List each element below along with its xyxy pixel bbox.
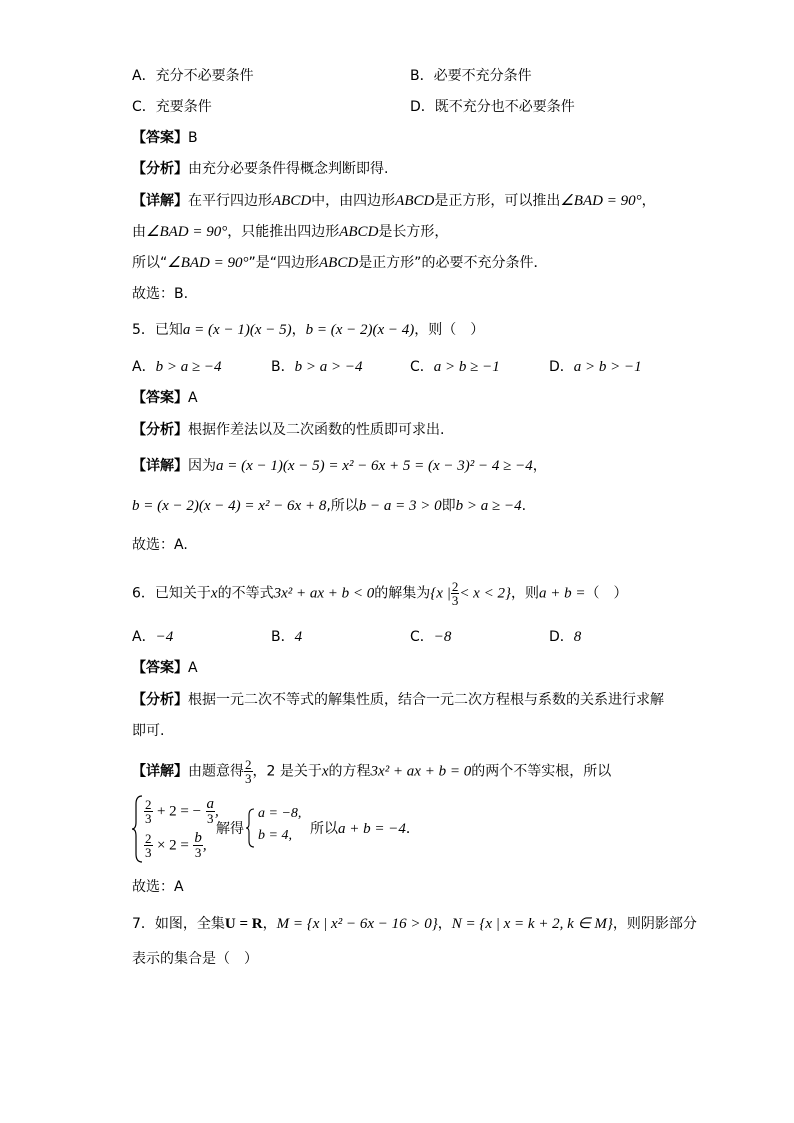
math: b = (x − 2)(x − 4) = x² − 6x + 8 [132, 498, 327, 514]
math: 3x² + ax + b = 0 [370, 763, 472, 780]
left-brace-icon [246, 808, 256, 848]
label: A． [132, 359, 156, 375]
math: ABCD [339, 224, 379, 240]
q5-detail-line-2 [132, 496, 526, 516]
math: ∠BAD = 90° [146, 224, 228, 240]
q4-detail-line-3 [132, 253, 547, 273]
answer-value: B [188, 130, 198, 146]
math: −4 [155, 629, 174, 645]
text: ， [291, 322, 306, 338]
q4-option-d: D．既不充分也不必要条件 [410, 99, 575, 115]
text: 的不等式 [217, 585, 274, 602]
q6-choose: 故选：A [132, 879, 184, 895]
text: 中，由四边形 [311, 193, 396, 209]
math: b > a ≥ −4 [155, 359, 222, 375]
q4-choose: 故选：B. [132, 286, 189, 302]
q5-option-c [410, 357, 500, 377]
math: a = (x − 1)(x − 5) = x² − 6x + 5 = (x − 3)² − 4 ≥ −4 [216, 458, 533, 474]
text: ． [405, 821, 420, 837]
text: ， [437, 916, 452, 932]
math: ∠BAD = 90° [167, 255, 249, 271]
analysis-text: 由充分必要条件得概念判断即得. [188, 161, 389, 177]
math: M = {x | x² − 6x − 16 > 0} [276, 916, 438, 932]
q5-option-a [132, 357, 222, 377]
q5-choose: 故选：A. [132, 537, 188, 553]
text: 因为 [188, 458, 216, 474]
q4-option-b: B．必要不充分条件 [410, 68, 532, 84]
q7-stem-line-1 [132, 914, 697, 934]
answer-tag: 【答案】 [132, 130, 188, 146]
text: ， [641, 193, 656, 209]
q6-option-b [271, 627, 302, 647]
text: 是正方形，可以推出 [434, 193, 561, 209]
fraction [244, 758, 253, 785]
frac-den: 3 [451, 593, 459, 608]
text: 5．已知 [132, 322, 183, 338]
analysis-tag: 【分析】 [132, 692, 188, 708]
text: ， [532, 458, 547, 474]
answer-value: A [188, 660, 198, 676]
label: C． [410, 629, 434, 645]
analysis-tag: 【分析】 [132, 422, 188, 438]
frac-num: 2 [145, 797, 152, 812]
q6-answer-line [132, 658, 198, 678]
math: a + b = −4 [338, 821, 406, 837]
q5-answer-line [132, 388, 198, 408]
frac-den: 3 [207, 811, 214, 826]
math: a > b > −1 [573, 359, 642, 375]
q4-option-c: C．充要条件 [132, 99, 212, 115]
q4-option-a: A．充分不必要条件 [132, 68, 254, 84]
label: D． [549, 629, 574, 645]
text: 在平行四边形 [188, 193, 272, 209]
math: × 2 = [156, 837, 189, 854]
text: 的两个不等实根，所以 [471, 763, 612, 780]
math: ∠BAD = 90° [560, 193, 642, 209]
text: 是正方形”的必要不充分条件． [358, 255, 548, 271]
q7-stem-line-2: 表示的集合是（ ） [132, 951, 258, 967]
q4-detail-line-2 [132, 222, 448, 242]
label: B． [271, 359, 295, 375]
math: U = R [224, 916, 263, 932]
detail-tag: 【详解】 [132, 458, 188, 474]
system-conclusion [310, 818, 420, 838]
label: C． [410, 359, 434, 375]
frac-den: 3 [145, 811, 152, 826]
text: ,所以 [326, 498, 359, 514]
math: 4 [294, 629, 303, 645]
q6-detail-line-1 [132, 758, 611, 785]
system-row-2: $\frac{2}{3}$ × 2 = $\frac{b}{3}$ , [145, 830, 207, 860]
text: ， [262, 916, 277, 932]
q4-answer-line [132, 128, 198, 148]
text: 所以 [310, 821, 338, 837]
q5-option-b [271, 357, 362, 377]
text: 是长方形， [378, 224, 449, 240]
text: 由 [132, 224, 146, 240]
math: ABCD [272, 193, 312, 209]
math: x [210, 585, 218, 602]
math: + 2 = − [156, 803, 202, 820]
frac-num: 2 [451, 579, 459, 594]
frac-den: 3 [145, 845, 152, 860]
text: ，只能推出四边形 [227, 224, 340, 240]
q5-stem [132, 320, 484, 340]
text: . [521, 498, 527, 514]
label: B． [271, 629, 295, 645]
q4-detail-line-1 [132, 191, 656, 211]
label: D． [549, 359, 574, 375]
answer-tag: 【答案】 [132, 660, 188, 676]
math: ABCD [319, 255, 359, 271]
q5-analysis-line [132, 420, 444, 440]
q6-option-c [410, 627, 451, 647]
math: b > a ≥ −4 [455, 498, 522, 514]
system-row-1: $\frac{2}{3}$ + 2 = − $\frac{a}{3}$ , [145, 796, 219, 826]
text: （ ） [585, 585, 628, 602]
text: 的解集为 [374, 585, 431, 602]
math: N = {x | x = k + 2, k ∈ M} [451, 916, 613, 932]
q5-detail-line-1 [132, 456, 547, 476]
text: 的方程 [328, 763, 371, 780]
detail-tag: 【详解】 [132, 763, 188, 780]
analysis-text: 根据一元二次不等式的解集性质，结合一元二次方程根与系数的关系进行求解 [188, 692, 664, 708]
analysis-tag: 【分析】 [132, 161, 188, 177]
math: b > a > −4 [294, 359, 363, 375]
analysis-text: 根据作差法以及二次函数的性质即可求出. [188, 422, 445, 438]
math: ABCD [395, 193, 435, 209]
q6-stem [132, 580, 627, 607]
math: b − a = 3 > 0 [358, 498, 442, 514]
math: x [321, 763, 329, 780]
text: ，2 是关于 [252, 763, 322, 780]
text: 所以“ [132, 255, 168, 271]
text: ，则（ ） [414, 322, 485, 338]
solution-b: b = 4, [258, 828, 292, 843]
text: 由题意得 [188, 763, 244, 780]
text: ”是“四边形 [248, 255, 320, 271]
math: 8 [573, 629, 582, 645]
math: a = (x − 1)(x − 5) [182, 322, 292, 338]
fraction [144, 832, 153, 859]
fraction [193, 832, 203, 859]
frac-num: b [194, 830, 202, 846]
answer-tag: 【答案】 [132, 390, 188, 406]
q6-option-a [132, 627, 173, 647]
math: < x < 2} [459, 585, 511, 602]
label: A． [132, 629, 156, 645]
q6-analysis-line-2: 即可. [132, 723, 165, 739]
solution-a: a = −8, [258, 806, 302, 821]
frac-num: 2 [145, 831, 152, 846]
text: ，则 [510, 585, 539, 602]
text: 7．如图，全集 [132, 916, 225, 932]
q6-analysis-line-1 [132, 690, 664, 710]
q5-option-d [549, 357, 642, 377]
frac-num: 2 [245, 757, 252, 772]
q4-analysis-line [132, 159, 388, 179]
math: 3x² + ax + b < 0 [273, 585, 375, 602]
math: −8 [433, 629, 452, 645]
math: b = (x − 2)(x − 4) [305, 322, 415, 338]
frac-num: a [206, 796, 215, 812]
fraction [206, 798, 216, 825]
math: {x | [430, 585, 451, 602]
solve-label: 解得 [216, 821, 244, 837]
frac-den: 3 [194, 845, 202, 860]
frac-den: 3 [245, 771, 252, 786]
left-brace-icon [132, 794, 144, 864]
fraction [144, 798, 153, 825]
detail-tag: 【详解】 [132, 193, 188, 209]
text: 即 [441, 498, 456, 514]
math: a + b = [538, 585, 586, 602]
q6-option-d [549, 627, 581, 647]
text: ，则阴影部分 [612, 916, 697, 932]
answer-value: A [188, 390, 198, 406]
math: a > b ≥ −1 [433, 359, 500, 375]
text: 6．已知关于 [132, 585, 211, 602]
